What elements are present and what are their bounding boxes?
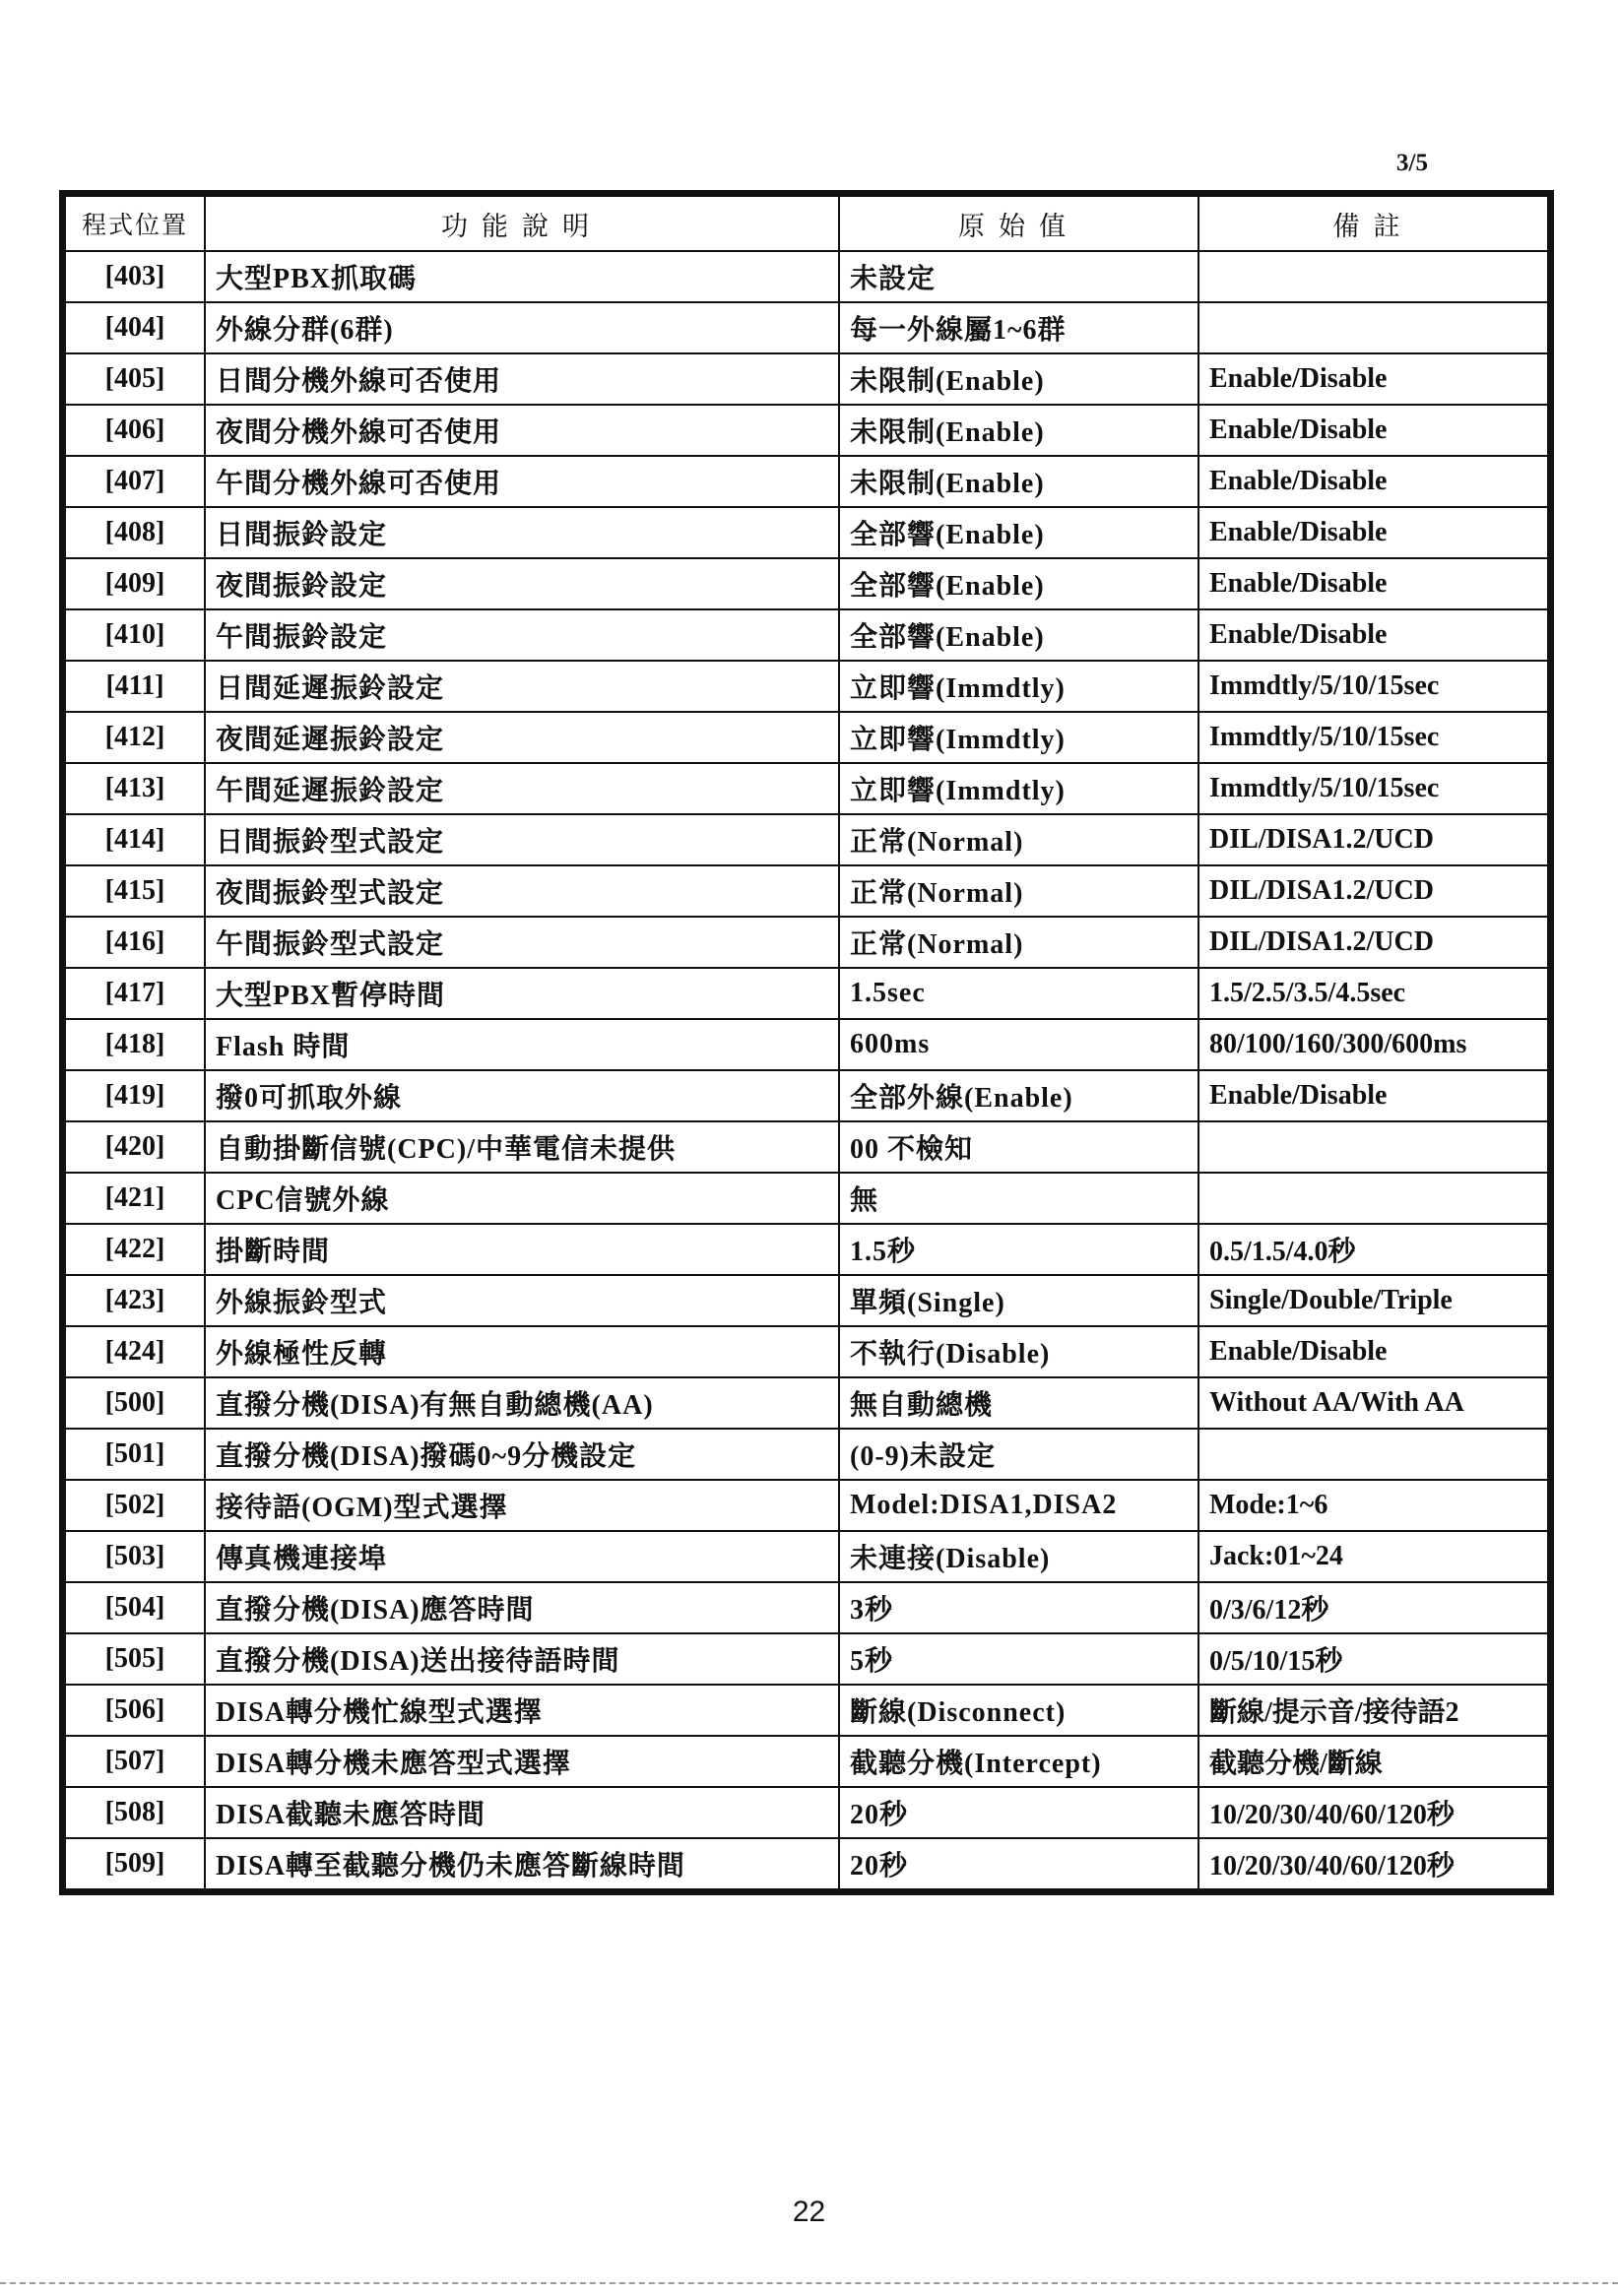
cell-position: [406] <box>65 405 205 456</box>
cell-original: 全部響(Enable) <box>839 558 1198 609</box>
cell-original: 全部響(Enable) <box>839 609 1198 661</box>
cell-position: [409] <box>65 558 205 609</box>
cell-original: 單頻(Single) <box>839 1275 1198 1326</box>
cell-position: [421] <box>65 1173 205 1224</box>
cell-position: [416] <box>65 917 205 968</box>
cell-original: 5秒 <box>839 1633 1198 1685</box>
cell-original: 未設定 <box>839 251 1198 302</box>
cell-original: 3秒 <box>839 1582 1198 1633</box>
table-row <box>65 405 1548 456</box>
cell-position: [503] <box>65 1531 205 1582</box>
cell-original: Model:DISA1,DISA2 <box>839 1480 1198 1531</box>
cell-original: 正常(Normal) <box>839 814 1198 865</box>
cell-note: 0.5/1.5/4.0秒 <box>1198 1224 1548 1275</box>
table-row <box>65 1173 1548 1224</box>
cell-original: 立即響(Immdtly) <box>839 712 1198 763</box>
cell-note: Enable/Disable <box>1198 1070 1548 1121</box>
cell-note: 斷線/提示音/接待語2 <box>1198 1685 1548 1736</box>
cell-position: [403] <box>65 251 205 302</box>
table-row <box>65 1326 1548 1377</box>
cell-function: DISA轉分機未應答型式選擇 <box>205 1736 839 1787</box>
cell-function: 日間振鈴型式設定 <box>205 814 839 865</box>
cell-position: [508] <box>65 1787 205 1838</box>
cell-position: [509] <box>65 1838 205 1889</box>
cell-function: 外線分群(6群) <box>205 302 839 353</box>
page-fraction: 3/5 <box>1396 150 1428 176</box>
cell-position: [420] <box>65 1121 205 1173</box>
cell-original: 1.5秒 <box>839 1224 1198 1275</box>
cell-note: 0/5/10/15秒 <box>1198 1633 1548 1685</box>
cell-note: 10/20/30/40/60/120秒 <box>1198 1838 1548 1889</box>
table-row <box>65 1275 1548 1326</box>
cell-position: [418] <box>65 1019 205 1070</box>
cell-original: 全部外線(Enable) <box>839 1070 1198 1121</box>
table-row <box>65 1838 1548 1889</box>
table-row <box>65 712 1548 763</box>
cell-function: 自動掛斷信號(CPC)/中華電信未提供 <box>205 1121 839 1173</box>
table-row <box>65 507 1548 558</box>
cell-original: 20秒 <box>839 1838 1198 1889</box>
cell-note: 80/100/160/300/600ms <box>1198 1019 1548 1070</box>
cell-function: 午間振鈴型式設定 <box>205 917 839 968</box>
cell-position: [404] <box>65 302 205 353</box>
cell-function: 直撥分機(DISA)送出接待語時間 <box>205 1633 839 1685</box>
cell-note: Single/Double/Triple <box>1198 1275 1548 1326</box>
header-original: 原始值 <box>839 196 1198 251</box>
page-number: 22 <box>792 2196 826 2228</box>
cell-note: Enable/Disable <box>1198 507 1548 558</box>
table-row <box>65 1019 1548 1070</box>
cell-position: [422] <box>65 1224 205 1275</box>
cell-original: 不執行(Disable) <box>839 1326 1198 1377</box>
cell-original: 截聽分機(Intercept) <box>839 1736 1198 1787</box>
cell-original: 每一外線屬1~6群 <box>839 302 1198 353</box>
table-body <box>65 251 1548 1889</box>
cell-note: Enable/Disable <box>1198 405 1548 456</box>
cell-position: [410] <box>65 609 205 661</box>
cell-position: [411] <box>65 661 205 712</box>
cell-original: 立即響(Immdtly) <box>839 661 1198 712</box>
cell-note: Enable/Disable <box>1198 558 1548 609</box>
cell-original: 正常(Normal) <box>839 865 1198 917</box>
cell-function: 大型PBX暫停時間 <box>205 968 839 1019</box>
cell-function: DISA轉至截聽分機仍未應答斷線時間 <box>205 1838 839 1889</box>
cell-note: 1.5/2.5/3.5/4.5sec <box>1198 968 1548 1019</box>
table-row <box>65 1685 1548 1736</box>
cell-original: 無 <box>839 1173 1198 1224</box>
cell-function: 日間振鈴設定 <box>205 507 839 558</box>
table-row <box>65 251 1548 302</box>
table-row <box>65 456 1548 507</box>
table-row <box>65 1429 1548 1480</box>
table-row <box>65 558 1548 609</box>
table-row <box>65 661 1548 712</box>
cell-position: [412] <box>65 712 205 763</box>
cell-function: 傳真機連接埠 <box>205 1531 839 1582</box>
cell-position: [415] <box>65 865 205 917</box>
cell-position: [500] <box>65 1377 205 1429</box>
table-row <box>65 1787 1548 1838</box>
table-row <box>65 1121 1548 1173</box>
cell-original: 未限制(Enable) <box>839 353 1198 405</box>
cell-position: [423] <box>65 1275 205 1326</box>
cell-function: 直撥分機(DISA)應答時間 <box>205 1582 839 1633</box>
cell-position: [507] <box>65 1736 205 1787</box>
cell-function: 午間延遲振鈴設定 <box>205 763 839 814</box>
cell-original: 00 不檢知 <box>839 1121 1198 1173</box>
cell-function: CPC信號外線 <box>205 1173 839 1224</box>
table-row <box>65 814 1548 865</box>
table-row <box>65 1070 1548 1121</box>
cell-note: DIL/DISA1.2/UCD <box>1198 865 1548 917</box>
table-row <box>65 609 1548 661</box>
header-function: 功能說明 <box>205 196 839 251</box>
cell-note: DIL/DISA1.2/UCD <box>1198 917 1548 968</box>
cell-function: 夜間振鈴設定 <box>205 558 839 609</box>
cell-note <box>1198 1121 1548 1173</box>
cell-position: [505] <box>65 1633 205 1685</box>
table-row <box>65 1582 1548 1633</box>
cell-original: 斷線(Disconnect) <box>839 1685 1198 1736</box>
cell-note: Immdtly/5/10/15sec <box>1198 763 1548 814</box>
cell-note <box>1198 251 1548 302</box>
cell-note <box>1198 302 1548 353</box>
cell-note: Enable/Disable <box>1198 609 1548 661</box>
table-row <box>65 353 1548 405</box>
cell-note: Mode:1~6 <box>1198 1480 1548 1531</box>
cell-note: Enable/Disable <box>1198 1326 1548 1377</box>
cell-function: 日間延遲振鈴設定 <box>205 661 839 712</box>
cell-function: 直撥分機(DISA)有無自動總機(AA) <box>205 1377 839 1429</box>
cell-function: DISA轉分機忙線型式選擇 <box>205 1685 839 1736</box>
cell-note <box>1198 1429 1548 1480</box>
cell-function: 午間振鈴設定 <box>205 609 839 661</box>
cell-original: 未限制(Enable) <box>839 456 1198 507</box>
cell-position: [417] <box>65 968 205 1019</box>
scan-edge-divider <box>0 2282 1618 2284</box>
cell-note <box>1198 1173 1548 1224</box>
header-note: 備註 <box>1198 196 1548 251</box>
cell-note: 10/20/30/40/60/120秒 <box>1198 1787 1548 1838</box>
table-row <box>65 1531 1548 1582</box>
cell-note: Enable/Disable <box>1198 353 1548 405</box>
table-header-row <box>65 196 1548 251</box>
cell-position: [424] <box>65 1326 205 1377</box>
cell-position: [407] <box>65 456 205 507</box>
cell-note: Immdtly/5/10/15sec <box>1198 661 1548 712</box>
header-position: 程式位置 <box>65 196 205 251</box>
table-row <box>65 917 1548 968</box>
table-row <box>65 968 1548 1019</box>
cell-function: DISA截聽未應答時間 <box>205 1787 839 1838</box>
cell-function: 直撥分機(DISA)撥碼0~9分機設定 <box>205 1429 839 1480</box>
cell-function: 大型PBX抓取碼 <box>205 251 839 302</box>
table-row <box>65 1633 1548 1685</box>
cell-position: [408] <box>65 507 205 558</box>
cell-position: [502] <box>65 1480 205 1531</box>
cell-function: 外線振鈴型式 <box>205 1275 839 1326</box>
cell-position: [405] <box>65 353 205 405</box>
cell-original: (0-9)未設定 <box>839 1429 1198 1480</box>
table-row <box>65 1377 1548 1429</box>
cell-position: [506] <box>65 1685 205 1736</box>
cell-position: [501] <box>65 1429 205 1480</box>
cell-original: 立即響(Immdtly) <box>839 763 1198 814</box>
table-row <box>65 302 1548 353</box>
table-row <box>65 1736 1548 1787</box>
settings-table <box>59 190 1554 1895</box>
cell-note: DIL/DISA1.2/UCD <box>1198 814 1548 865</box>
cell-function: 午間分機外線可否使用 <box>205 456 839 507</box>
cell-note: Without AA/With AA <box>1198 1377 1548 1429</box>
cell-note: 0/3/6/12秒 <box>1198 1582 1548 1633</box>
cell-note: Immdtly/5/10/15sec <box>1198 712 1548 763</box>
cell-function: 接待語(OGM)型式選擇 <box>205 1480 839 1531</box>
table-row <box>65 1224 1548 1275</box>
cell-function: Flash 時間 <box>205 1019 839 1070</box>
cell-original: 未連接(Disable) <box>839 1531 1198 1582</box>
cell-function: 夜間分機外線可否使用 <box>205 405 839 456</box>
cell-function: 日間分機外線可否使用 <box>205 353 839 405</box>
cell-original: 未限制(Enable) <box>839 405 1198 456</box>
table-row <box>65 1480 1548 1531</box>
cell-function: 外線極性反轉 <box>205 1326 839 1377</box>
cell-original: 無自動總機 <box>839 1377 1198 1429</box>
cell-position: [504] <box>65 1582 205 1633</box>
cell-original: 正常(Normal) <box>839 917 1198 968</box>
cell-function: 夜間振鈴型式設定 <box>205 865 839 917</box>
cell-function: 夜間延遲振鈴設定 <box>205 712 839 763</box>
cell-original: 20秒 <box>839 1787 1198 1838</box>
cell-note: 截聽分機/斷線 <box>1198 1736 1548 1787</box>
cell-original: 1.5sec <box>839 968 1198 1019</box>
cell-position: [419] <box>65 1070 205 1121</box>
cell-position: [414] <box>65 814 205 865</box>
cell-position: [413] <box>65 763 205 814</box>
cell-note: Jack:01~24 <box>1198 1531 1548 1582</box>
cell-function: 掛斷時間 <box>205 1224 839 1275</box>
table-row <box>65 865 1548 917</box>
cell-original: 全部響(Enable) <box>839 507 1198 558</box>
table-row <box>65 763 1548 814</box>
cell-note: Enable/Disable <box>1198 456 1548 507</box>
cell-function: 撥0可抓取外線 <box>205 1070 839 1121</box>
cell-original: 600ms <box>839 1019 1198 1070</box>
